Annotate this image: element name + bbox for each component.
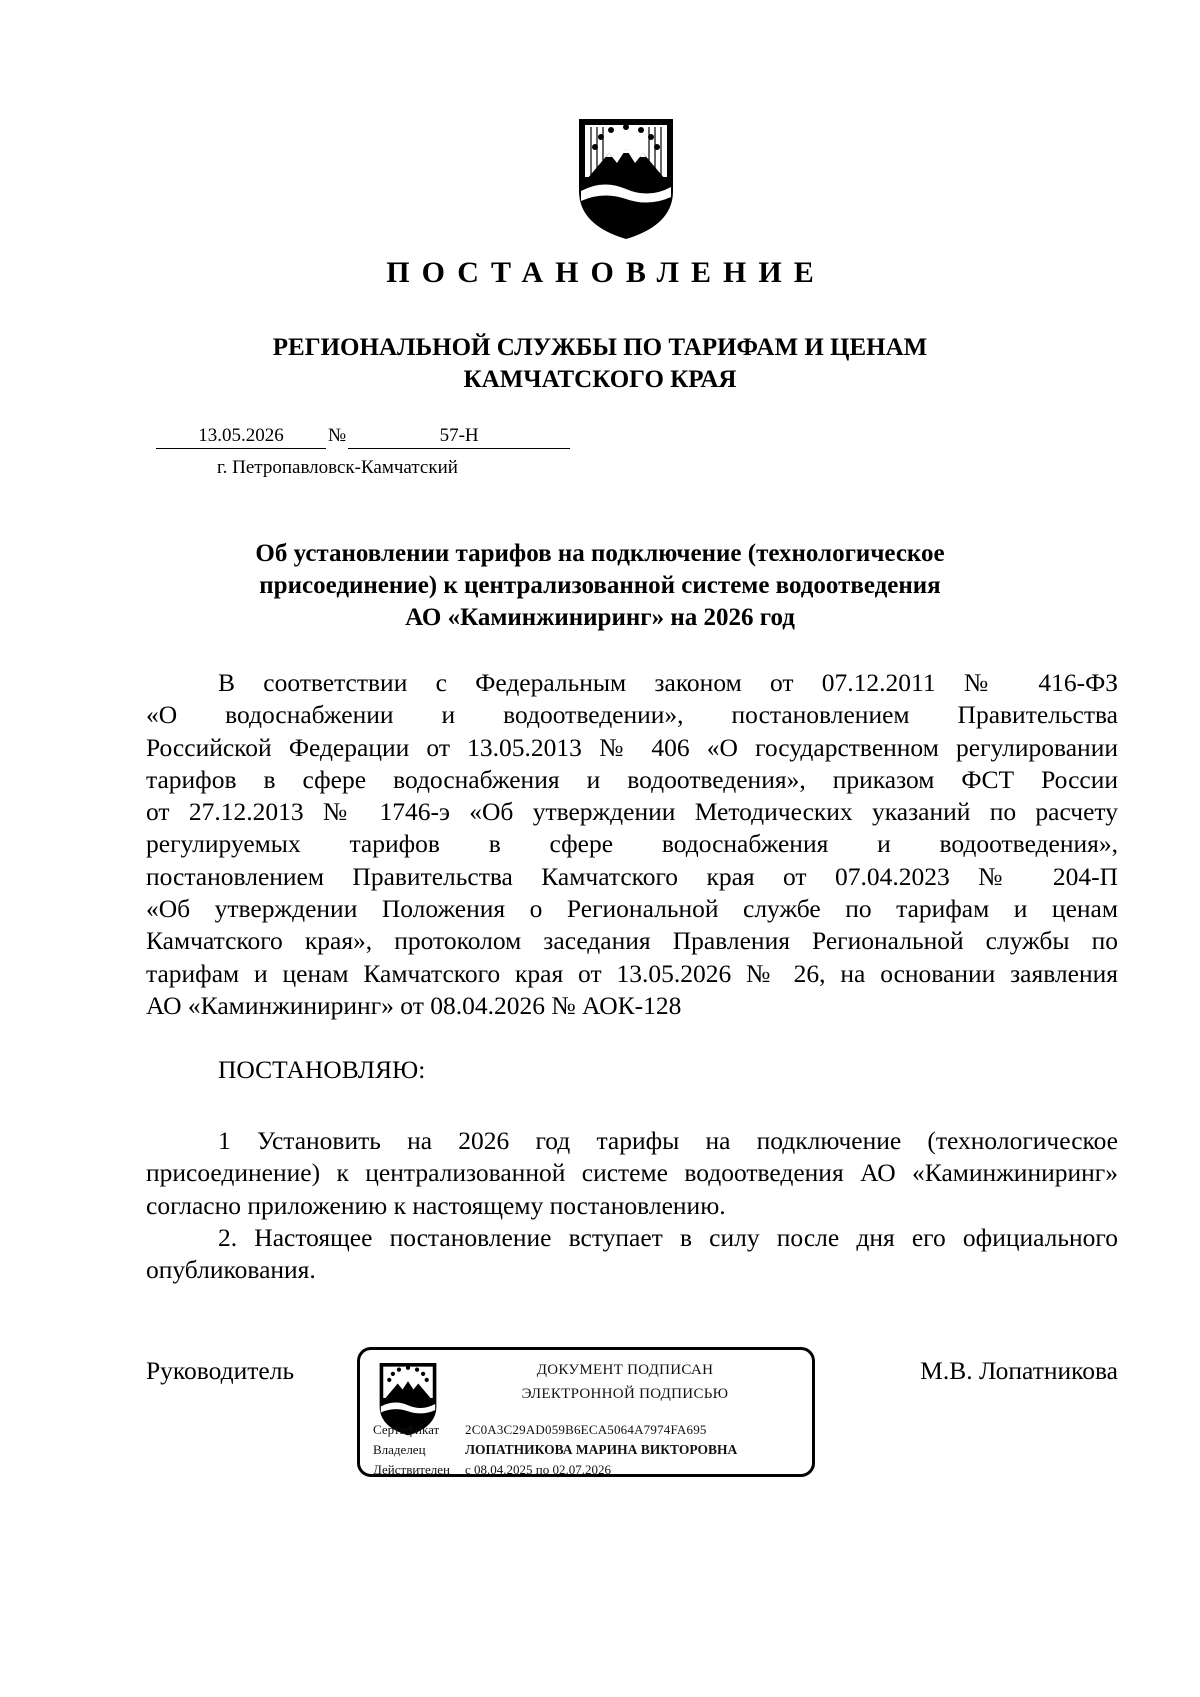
preamble-line: В соответствии с Федеральным законом от 07.12.2011 № 416-ФЗ <box>218 668 1118 697</box>
preamble-line: регулируемых тарифов в сфере водоснабжения и водоотведения», <box>146 829 1118 859</box>
subject-line: Об установлении тарифов на подключение (технологическое <box>255 540 945 567</box>
subject-line: присоединение) к централизованной системе водоотведения <box>259 572 941 599</box>
preamble-line: АО «Каминжиниринг» от 08.04.2026 № АОК-128 <box>146 990 682 1020</box>
preamble-line: «О водоснабжении и водоотведении», постановлением Правительства <box>146 700 1118 730</box>
preamble-line: Российской Федерации от 13.05.2013 № 406 «О государственном регулировании <box>146 732 1118 762</box>
validity-label: Действителен <box>373 1462 450 1477</box>
stamp-heading-line: ЭЛЕКТРОННОЙ ПОДПИСЬЮ <box>521 1386 729 1402</box>
preamble-line: тарифов в сфере водоснабжения и водоотведения», приказом ФСТ России <box>146 764 1118 794</box>
registration-line <box>156 424 570 449</box>
subject-line: АО «Каминжиниринг» на 2026 год <box>405 604 795 631</box>
coat-of-arms-icon <box>573 113 679 241</box>
stamp-validity-row <box>373 1461 611 1479</box>
signatory-position: Руководитель <box>146 1356 295 1385</box>
decree-item-2: 2. Настоящее постановление вступает в силу после дня его официального опубликования. <box>146 1222 1118 1285</box>
preamble-line: «Об утверждении Положения о Региональной службе по тарифам и ценам <box>146 894 1118 924</box>
stamp-heading-line: ДОКУМЕНТ ПОДПИСАН <box>536 1362 714 1378</box>
certificate-label: Сертификат <box>373 1422 440 1437</box>
stamp-certificate-row <box>373 1421 707 1439</box>
decree-items <box>146 1125 1118 1286</box>
electronic-signature-stamp <box>357 1347 815 1477</box>
owner-label: Владелец <box>373 1442 426 1457</box>
number-label: № <box>328 425 347 446</box>
document-date: 13.05.2026 <box>156 424 326 449</box>
stamp-heading <box>460 1358 790 1406</box>
preamble-line: тарифам и ценам Камчатского края от 13.05.2026 № 26, на основании заявления <box>146 958 1118 988</box>
preamble-paragraph <box>146 667 1118 1022</box>
decree-word: ПОСТАНОВЛЯЮ: <box>218 1055 426 1084</box>
stamp-owner-row <box>373 1441 737 1459</box>
validity-value: с 08.04.2025 по 02.07.2026 <box>465 1462 611 1477</box>
document-subject <box>0 538 1200 634</box>
owner-value: ЛОПАТНИКОВА МАРИНА ВИКТОРОВНА <box>465 1442 738 1457</box>
decree-item-1: 1 Установить на 2026 год тарифы на подключение (технологическое присоединение) к централизованной системе водоотведения АО «Каминжиниринг» согласно приложению к настоящему постановлению. <box>146 1126 1118 1220</box>
signatory-name: М.В. Лопатникова <box>920 1356 1118 1385</box>
preamble-line: Камчатского края», протоколом заседания Правления Региональной службы по <box>146 926 1118 956</box>
issue-city: г. Петропавловск-Камчатский <box>217 457 458 478</box>
certificate-value: 2C0A3C29AD059B6ECA5064A7974FA695 <box>465 1422 707 1437</box>
agency-line: КАМЧАТСКОГО КРАЯ <box>463 366 737 393</box>
preamble-line: постановлением Правительства Камчатского края от 07.04.2023 № 204-П <box>146 861 1118 891</box>
issuing-agency <box>0 332 1200 396</box>
agency-line: РЕГИОНАЛЬНОЙ СЛУЖБЫ ПО ТАРИФАМ И ЦЕНАМ <box>272 334 928 361</box>
document-title: ПОСТАНОВЛЕНИЕ <box>386 256 826 289</box>
document-number: 57-Н <box>348 424 570 449</box>
preamble-line: от 27.12.2013 № 1746-э «Об утверждении Методических указаний по расчету <box>146 797 1118 827</box>
